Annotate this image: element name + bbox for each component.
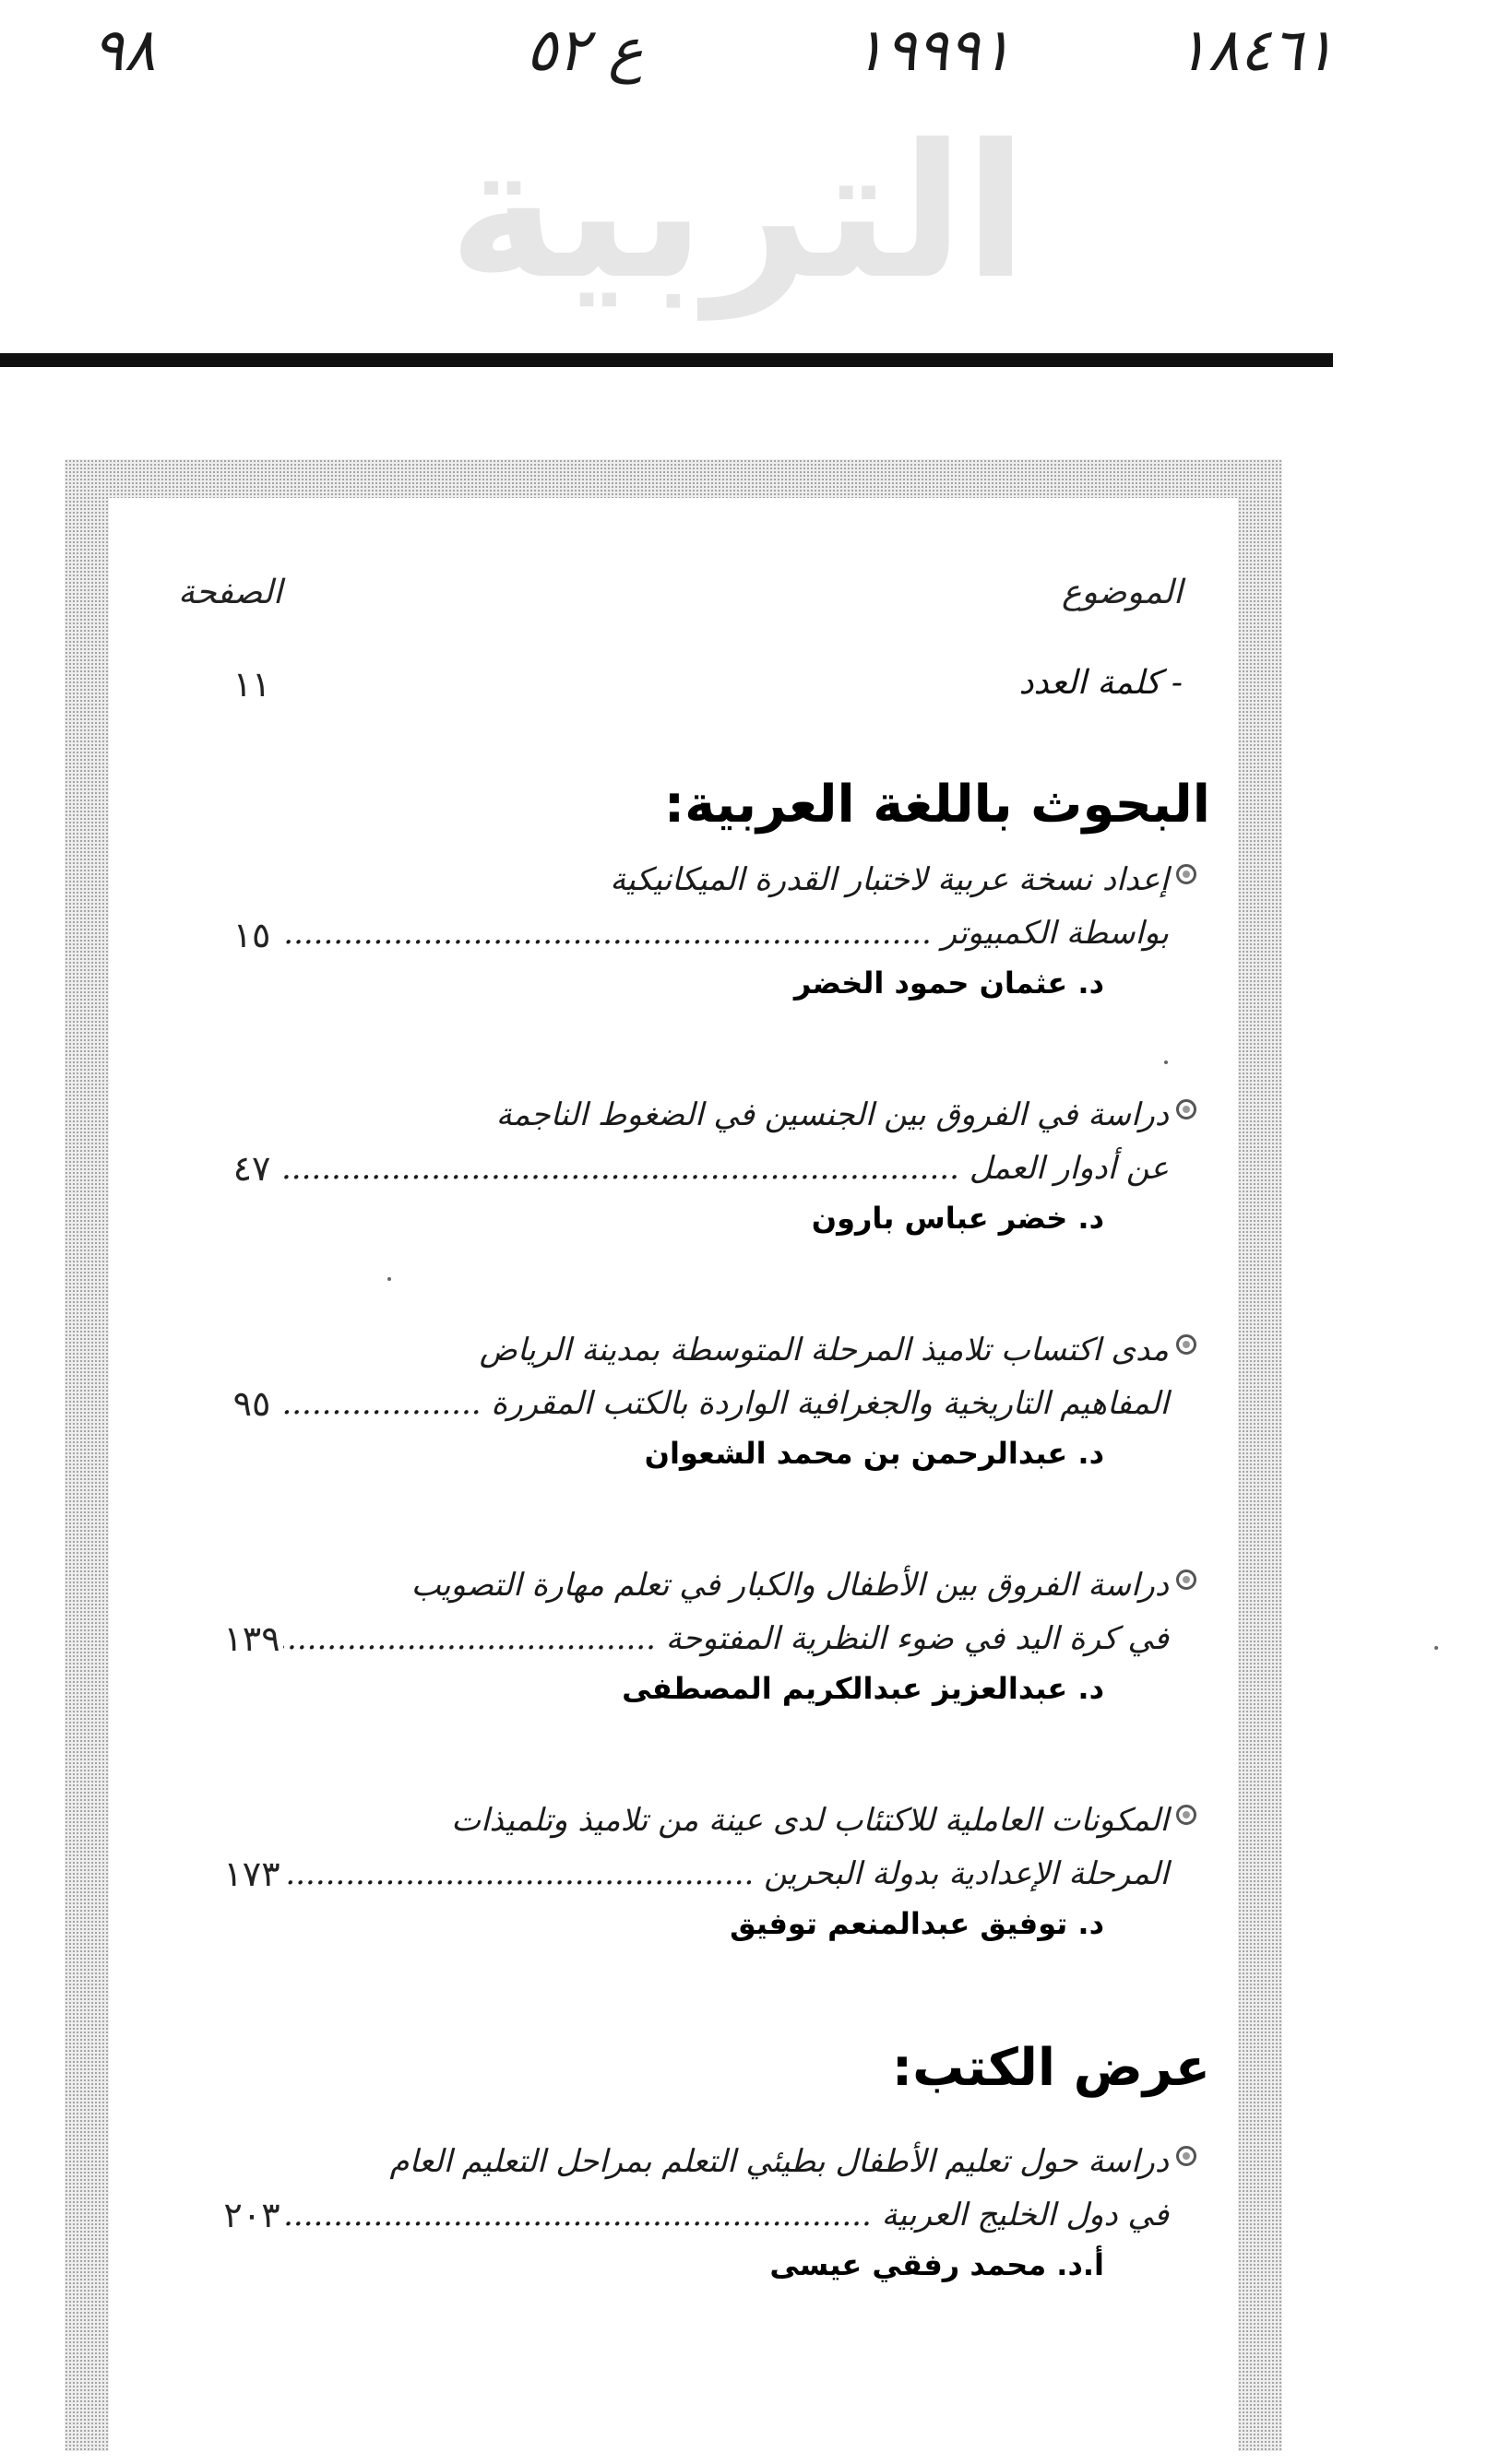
entry-title-line-2: المفاهيم التاريخية والجغرافية الواردة بالكتب المقررة ..... — [283, 1377, 1196, 1430]
circle-bullet-icon — [1176, 1099, 1196, 1119]
entry-author: د. خضر عباس بارون — [811, 1201, 1104, 1236]
entry-page-number: ٩٥ — [232, 1383, 271, 1424]
circle-bullet-icon — [1176, 1805, 1196, 1825]
contents-panel — [109, 498, 1238, 2451]
scan-speck — [1434, 1646, 1438, 1650]
toc-entry — [283, 2135, 1196, 2282]
circle-bullet-icon — [1176, 864, 1196, 884]
toc-entry — [283, 1323, 1196, 1471]
toc-entry — [283, 1794, 1196, 1941]
entry-title-line-1: مدى اكتساب تلاميذ المرحلة المتوسطة بمدينة الرياض — [479, 1332, 1169, 1368]
handwritten-year: ١٩٩٩١ — [853, 17, 1012, 85]
contents-frame — [65, 459, 1282, 2451]
entry-title-line-2: المرحلة الإعدادية بدولة البحرين ..... — [283, 1847, 1196, 1901]
entry-author: أ.د. محمد رفقي عيسى — [769, 2247, 1104, 2282]
entry-title-line-2: عن أدوار العمل ..... — [283, 1142, 1196, 1195]
header-rule — [0, 353, 1333, 367]
circle-bullet-icon — [1176, 1334, 1196, 1355]
toc-entry — [283, 1088, 1196, 1236]
section-book-reviews: عرض الكتب: — [891, 2038, 1210, 2098]
entry-title-line-1: دراسة حول تعليم الأطفال بطيئي التعلم بمراحل التعليم العام — [389, 2143, 1169, 2180]
entry-author: د. عبدالعزيز عبدالكريم المصطفى — [622, 1671, 1104, 1706]
handwritten-number: ١٨٤٦١ — [1176, 17, 1335, 85]
editorial-page: ١١ — [232, 664, 271, 705]
editorial-title: - كلمة العدد — [1018, 664, 1183, 702]
entry-title-line-2: في كرة اليد في ضوء النظرية المفتوحة ..... — [283, 1612, 1196, 1665]
entry-author: د. عثمان حمود الخضر — [793, 965, 1104, 1001]
entry-page-number: ١٥ — [232, 915, 271, 955]
entry-title-line-1: دراسة في الفروق بين الجنسين في الضغوط الناجمة — [495, 1096, 1169, 1133]
subject-column-header: الموضوع — [1061, 574, 1183, 611]
circle-bullet-icon — [1176, 2146, 1196, 2166]
masthead-title: التربية — [448, 104, 1028, 320]
entry-author: د. توفيق عبدالمنعم توفيق — [730, 1906, 1104, 1941]
section-arabic-research: البحوث باللغة العربية: — [663, 775, 1210, 835]
entry-title-line-2: بواسطة الكمبيوتر ..... — [283, 906, 1196, 960]
entry-author: د. عبدالرحمن بن محمد الشعوان — [644, 1436, 1104, 1471]
entry-title-line-2: في دول الخليج العربية ..... — [283, 2188, 1196, 2242]
scan-speck — [1164, 1060, 1168, 1064]
page-column-header: الصفحة — [178, 574, 282, 611]
toc-entry — [283, 1558, 1196, 1706]
circle-bullet-icon — [1176, 1570, 1196, 1590]
entry-page-number: ٤٧ — [232, 1148, 271, 1189]
entry-title-line-1: المكونات العاملية للاكتئاب لدى عينة من تلاميذ وتلميذات — [451, 1802, 1169, 1839]
entry-page-number: ١٣٩ — [223, 1618, 280, 1659]
handwritten-left-number: ٩٨ — [92, 17, 156, 85]
handwritten-issue: ع ٥٢ — [526, 17, 644, 85]
scan-speck — [387, 1277, 391, 1281]
entry-page-number: ١٧٣ — [223, 1854, 280, 1894]
entry-page-number: ٢٠٣ — [223, 2195, 280, 2235]
toc-entry — [283, 853, 1196, 1001]
entry-title-line-1: دراسة الفروق بين الأطفال والكبار في تعلم مهارة التصويب — [410, 1567, 1169, 1604]
journal-masthead-logo — [448, 101, 1028, 323]
entry-title-line-1: إعداد نسخة عربية لاختبار القدرة الميكانيكية — [610, 861, 1169, 898]
